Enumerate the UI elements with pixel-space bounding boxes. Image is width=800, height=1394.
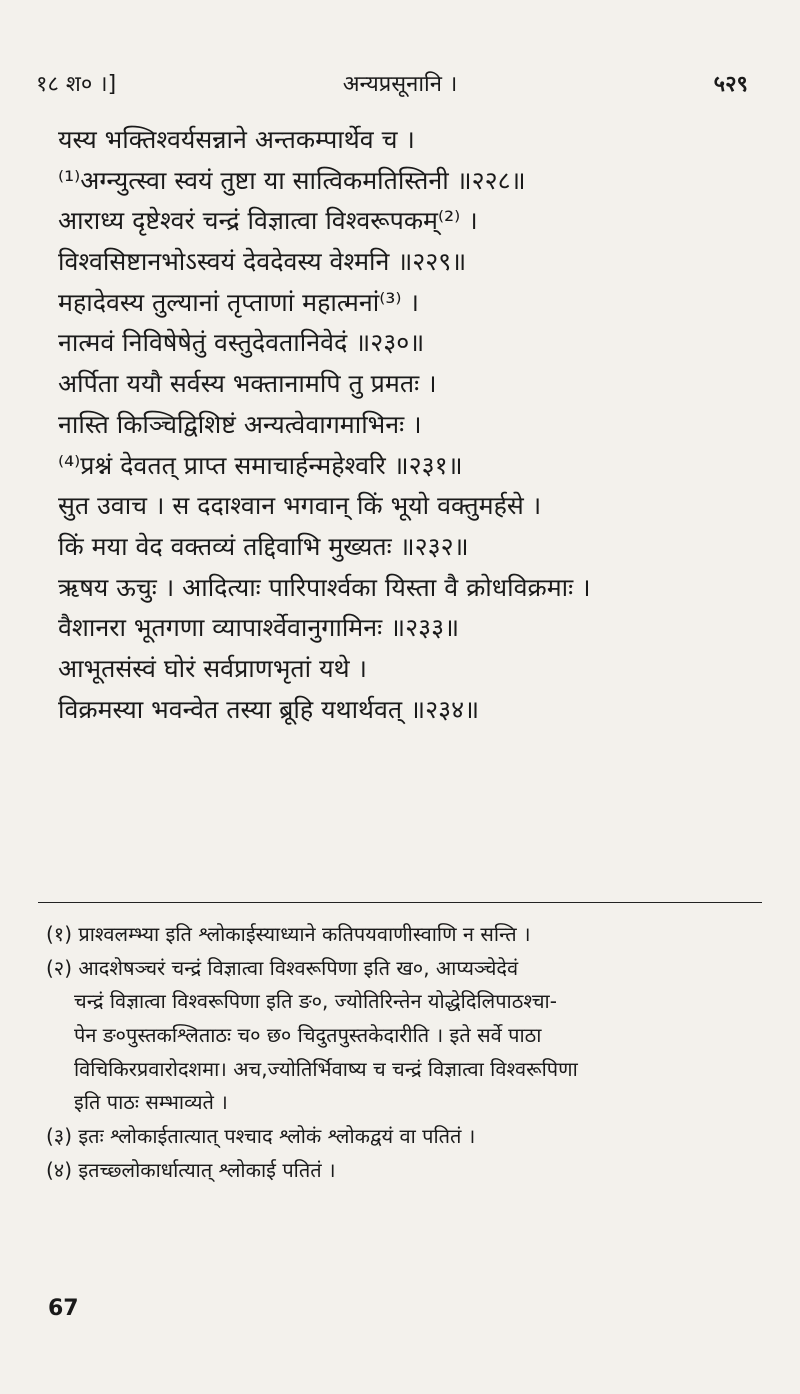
verse-line: ऋषय ऊचुः । आदित्याः पारिपार्श्वका यिस्ता वै क्रोधविक्रमाः । [58,572,591,602]
verse-line: अर्पिता ययौ सर्वस्य भक्तानामपि तु प्रमतः । [58,369,437,399]
verse-block [58,120,758,730]
footnote-line: इति पाठः सम्भाव्यते । [74,1090,228,1115]
footnote-line: (४) इतच्छ्लोकार्धात्यात् श्लोकाई पतितं । [46,1157,336,1182]
verse-line: यस्य भक्तिश्वर्यसन्नाने अन्तकम्पार्थेव च । [58,125,415,154]
page-number: 67 [48,1296,79,1321]
verse-line: सुत उवाच । स ददाश्वान भगवान् किं भूयो वक्तुमर्हसे । [58,491,542,521]
header-page-number: ५२९ [713,72,748,97]
verse-line: नास्ति किञ्चिद्विशिष्टं अन्यत्वेवागमाभिनः । [58,409,422,439]
header-left: १८ श० ।] [36,72,117,97]
verse-line: विक्रमस्या भवन्वेत तस्या ब्रूहि यथार्थवत् ॥२३४॥ [58,694,480,724]
footnotes [46,918,752,1188]
footnote-line: विचिकिरप्रवारोदशमा। अच,ज्योतिर्भिवाष्य च चन्द्रं विज्ञात्वा विश्वरूपिणा [74,1056,578,1081]
footnote-line: (१) प्राश्वलम्भ्या इति श्लोकाईस्याध्याने कतिपयवाणीस्वाणि न सन्ति । [46,922,531,946]
running-header [0,62,800,102]
verse-line: वैशानरा भूतगणा व्यापार्श्वेवानुगामिनः ॥२३३॥ [58,613,460,643]
verse-line: आराध्य दृष्टेश्वरं चन्द्रं विज्ञात्वा विश्वरूपकम्⁽²⁾ । [58,206,478,236]
header-title: अन्यप्रसूनानि । [342,72,458,97]
verse-line: ⁽⁴⁾प्रश्नं देवतत् प्राप्त समाचार्हन्महेश्वरि ॥२३१॥ [58,450,463,480]
verse-line: आभूतसंस्वं घोरं सर्वप्राणभृतां यथे । [58,653,367,683]
verse-line: नात्मवं निविषेषेतुं वस्तुदेवतानिवेदं ॥२३०॥ [58,328,425,358]
footnote-line: पेन ङ०पुस्तकश्लिताठः च० छ० चिदुतपुस्तकेदारीति । इते सर्वे पाठा [74,1023,542,1048]
verse-line: ⁽¹⁾अग्न्युत्स्वा स्वयं तुष्टा या सात्विकमतिस्तिनी ॥२२८॥ [58,165,526,195]
verse-line: किं मया वेद वक्तव्यं तद्दिवाभि मुख्यतः ॥२३२॥ [58,531,469,561]
verse-line: विश्वसिष्टानभोऽस्वयं देवदेवस्य वेश्मनि ॥२२९॥ [58,247,467,277]
footnote-divider [38,902,762,903]
footnote-line: (२) आदशेषञ्चरं चन्द्रं विज्ञात्वा विश्वरूपिणा इति ख०, आप्यञ्चेदेवं [46,955,519,980]
verse-line: महादेवस्य तुल्यानां तृप्ताणां महात्मनां⁽³⁾ । [58,287,419,317]
footnote-line: (३) इतः श्लोकाईतात्यात् पश्चाद श्लोकं श्लोकद्वयं वा पतितं । [46,1124,476,1149]
footnote-line: चन्द्रं विज्ञात्वा विश्वरूपिणा इति ङ०, ज्योतिरिन्तेन योद्धेदिलिपाठश्चा- [74,989,557,1014]
